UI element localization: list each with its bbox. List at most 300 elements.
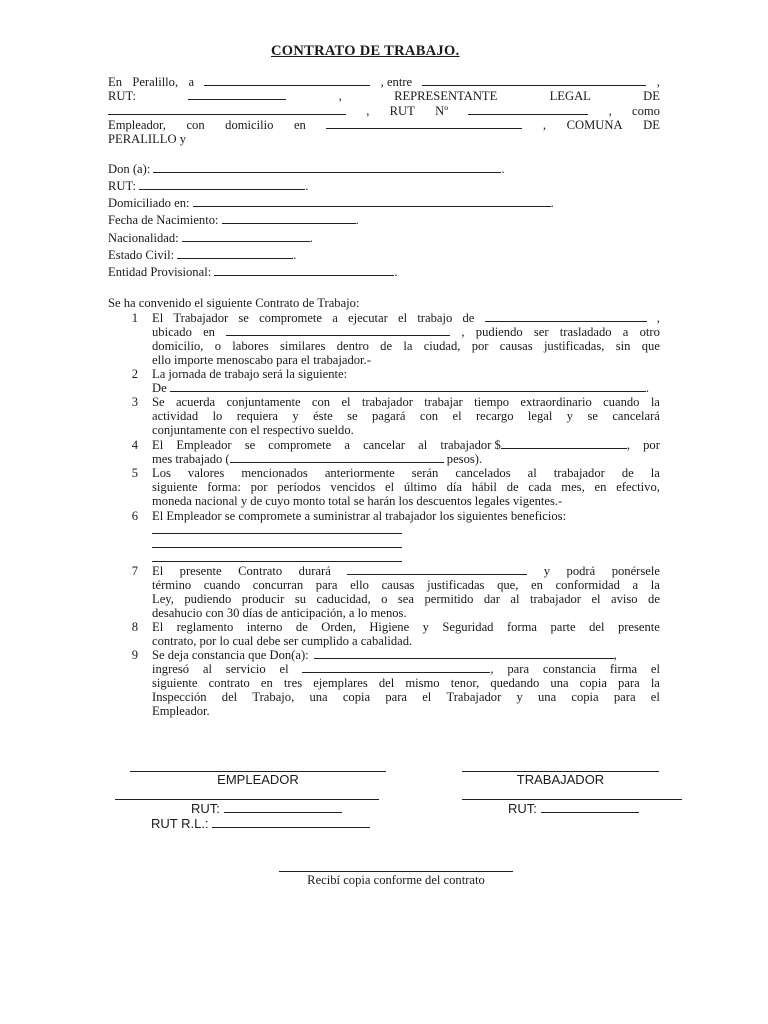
word: RUT: (108, 89, 137, 103)
nationality-blank[interactable] (182, 231, 310, 242)
worker-rut-sign-blank[interactable] (541, 802, 639, 813)
date-blank[interactable] (204, 75, 370, 86)
word: firma (609, 662, 638, 676)
clause-3-line-2 (152, 409, 660, 423)
word: RUT (389, 104, 415, 118)
clause-4-line-2 (152, 452, 482, 466)
word: Empleador, (108, 118, 166, 132)
word: Peralillo, (132, 75, 179, 89)
currency-symbol: $ (494, 438, 501, 452)
word: de (506, 480, 519, 494)
word: DE (643, 89, 660, 103)
word: mes trabajado ( (152, 452, 230, 466)
word: trabajador (361, 395, 413, 409)
word: lo (212, 409, 223, 423)
word: El (152, 620, 164, 634)
word: del (589, 620, 605, 634)
word: el (650, 690, 660, 704)
punct: . (394, 265, 398, 279)
word: ponérsele (611, 564, 660, 578)
word: el (384, 480, 395, 494)
word: requiera (236, 409, 278, 423)
word: Ley, (152, 592, 174, 606)
word: siguiente (152, 676, 198, 690)
word: para (315, 578, 338, 592)
clause-3-line-1 (152, 395, 660, 409)
clause-2-line-2 (152, 381, 649, 395)
clause-number: 4 (131, 438, 138, 452)
word: ingresó (152, 662, 190, 676)
clause-4-line-1 (152, 438, 660, 452)
clause-7-line-3 (152, 592, 660, 606)
employer-rut (191, 802, 342, 816)
word: acuerda (175, 395, 216, 409)
word: éste (313, 409, 333, 423)
word: a (188, 75, 195, 89)
field-rut (108, 179, 308, 193)
word: presente (617, 620, 660, 634)
word: causas (381, 578, 415, 592)
clause-9-line-4 (152, 690, 660, 704)
start-date-blank[interactable] (302, 662, 490, 673)
word: a (344, 438, 350, 452)
word: domicilio (225, 118, 274, 132)
word: servicio (225, 662, 266, 676)
word: por (643, 438, 660, 452)
word: actividad (152, 409, 199, 423)
word: justificadas (427, 578, 485, 592)
word: trabajo (417, 311, 453, 325)
word: cada (528, 480, 552, 494)
legal-rep-rut-blank[interactable] (468, 104, 588, 115)
field-label: Estado Civil: (108, 248, 175, 262)
word: a (332, 311, 338, 325)
field-label: RUT: (108, 179, 137, 193)
word: a (632, 578, 639, 592)
word: aviso (611, 592, 638, 606)
word: en (203, 325, 215, 339)
word: forma (506, 620, 538, 634)
word: y (543, 564, 551, 578)
word: El (152, 311, 164, 325)
word: el (650, 662, 660, 676)
clause-9-line-5: Empleador. (152, 704, 210, 718)
rut-label: RUT: (508, 801, 537, 816)
clause-5-line-1 (152, 466, 660, 480)
word: concurran (252, 578, 304, 592)
word: , (542, 118, 547, 132)
pension-entity-blank[interactable] (214, 265, 394, 276)
clause-9-line-2 (152, 662, 660, 676)
word: Trabajo, (252, 690, 295, 704)
word: parte (550, 620, 576, 634)
worker-name-line[interactable] (462, 799, 682, 800)
word: una (309, 690, 328, 704)
word: en (293, 118, 306, 132)
word: Se deja constancia que Don(a): (152, 648, 309, 662)
word: Orden, (321, 620, 356, 634)
word: en (594, 480, 607, 494)
word: y (422, 620, 429, 634)
clause-number: 1 (131, 311, 138, 325)
word: mencionados (241, 466, 308, 480)
clause-7-line-1 (152, 564, 660, 578)
word: ello (350, 578, 369, 592)
work-location-blank[interactable] (226, 325, 450, 336)
word: una (537, 690, 557, 704)
rut-rl-label: RUT R.L.: (151, 816, 209, 831)
word: serán (411, 466, 439, 480)
word: el (452, 409, 462, 423)
word: sea (397, 592, 414, 606)
clause-1-line-4: ello importe menoscabo para el trabajador.- (152, 353, 371, 367)
word: , (366, 104, 370, 118)
schedule-blank[interactable] (170, 381, 646, 392)
word: , (656, 311, 660, 325)
intro-line-1 (108, 75, 660, 89)
word: copia (571, 690, 599, 704)
word: el (398, 311, 408, 325)
word: similares (279, 339, 326, 353)
clause-5-line-3: moneda nacional y de cuyo monto total se harán los descuentos legales vigentes.- (152, 494, 563, 508)
punct: , (626, 438, 630, 452)
word: Trabajador (173, 311, 229, 325)
word: cuando (603, 395, 640, 409)
field-label: Domiciliado en: (108, 196, 190, 210)
word: contrato (208, 676, 250, 690)
clause-9-line-1 (152, 648, 660, 662)
word: al (418, 438, 428, 452)
clause-3-line-3: conjuntamente con el respectivo sueldo. (152, 423, 354, 437)
word: siguiente (152, 480, 198, 494)
word: copia (342, 690, 371, 704)
clause-number: 9 (131, 648, 138, 662)
word: el (279, 662, 289, 676)
word: trasladado (559, 325, 612, 339)
salary-amount-blank[interactable] (501, 438, 627, 449)
word: para (385, 690, 407, 704)
word: el (422, 690, 432, 704)
clause-1-line-3 (152, 339, 660, 353)
word: que, (497, 578, 519, 592)
word: COMUNA (566, 118, 623, 132)
word: Nº (435, 104, 449, 118)
word: por (471, 339, 489, 353)
word: El (152, 438, 164, 452)
word: En (108, 75, 122, 89)
word: la (650, 466, 660, 480)
word: por (250, 480, 268, 494)
word: labores (232, 339, 269, 353)
word: Higiene (369, 620, 410, 634)
word: de (648, 592, 660, 606)
field-label: Entidad Provisional: (108, 265, 212, 279)
word: sin (615, 339, 631, 353)
field-domicilio (108, 196, 554, 210)
word: conjuntamente (226, 395, 301, 409)
clause-7-line-2 (152, 578, 660, 592)
field-fecha-nacimiento (108, 213, 359, 227)
employer-label: EMPLEADOR (217, 772, 299, 787)
word: en (531, 578, 543, 592)
word: períodos (277, 480, 321, 494)
employer-rut-blank[interactable] (188, 89, 286, 100)
word: compromete (259, 311, 323, 325)
word: quedando (490, 676, 540, 690)
word: cancelados (455, 466, 511, 480)
punct: , (613, 648, 617, 662)
field-estado-civil (108, 248, 296, 262)
worker-label: TRABAJADOR (516, 772, 605, 787)
word: efectivo, (616, 480, 660, 494)
word: día (446, 480, 462, 494)
punct: . (501, 162, 505, 176)
word: ejecutar (347, 311, 388, 325)
worker-rut (508, 802, 639, 816)
word: Se (152, 395, 165, 409)
word: se (347, 409, 358, 423)
word: el (341, 395, 351, 409)
word: reglamento (176, 620, 234, 634)
word: para (507, 662, 530, 676)
intro-line-5: PERALILLO y (108, 132, 187, 146)
clause-8-line-1 (152, 620, 660, 634)
word: , (608, 104, 612, 118)
job-title-blank[interactable] (485, 311, 647, 322)
benefit-blank-3[interactable] (152, 561, 402, 562)
word: El (152, 564, 164, 578)
word: justificadas, (543, 339, 605, 353)
clause-7-line-4: desahucio con 30 días de anticipación, a lo menos. (152, 606, 407, 620)
word: conformidad (555, 578, 620, 592)
legal-rep-blank[interactable] (108, 104, 346, 115)
legal-rep-rut (151, 817, 370, 831)
punct: . (355, 213, 359, 227)
word: Contrato (238, 564, 283, 578)
benefit-blank-1[interactable] (152, 533, 402, 534)
word: cancelar (363, 438, 406, 452)
word: dar (483, 592, 500, 606)
employer-name-blank[interactable] (422, 75, 646, 86)
word: durará (298, 564, 331, 578)
word: tenor, (450, 676, 480, 690)
clause-number: 6 (131, 509, 138, 523)
word: que (641, 339, 660, 353)
field-nacionalidad (108, 231, 313, 245)
employer-name-line[interactable] (115, 799, 379, 800)
word: con (419, 409, 439, 423)
word: , (338, 89, 342, 103)
punct: . (550, 196, 554, 210)
word: se (238, 311, 249, 325)
word: trabajador (440, 438, 492, 452)
word: legal (527, 409, 553, 423)
word: trabajador (553, 466, 605, 480)
word: LEGAL (549, 89, 591, 103)
word: de (462, 311, 475, 325)
clause-number: 3 (131, 395, 138, 409)
field-entidad-provisional (108, 265, 398, 279)
word: otro (639, 325, 660, 339)
intro-line-2 (108, 89, 660, 103)
word: permitido (424, 592, 474, 606)
word: causas (499, 339, 533, 353)
worker-name-blank[interactable] (314, 648, 614, 659)
word: y (516, 690, 523, 704)
word: del (221, 690, 238, 704)
birthdate-blank[interactable] (222, 213, 356, 224)
word: último (403, 480, 437, 494)
receipt-signature-line[interactable] (279, 871, 513, 872)
field-don (108, 162, 505, 176)
word: se (244, 438, 256, 452)
word: Trabajador (446, 690, 502, 704)
word: vencidos (330, 480, 376, 494)
word: pagará (371, 409, 406, 423)
employer-address-blank[interactable] (326, 118, 522, 129)
agreement-intro: Se ha convenido el siguiente Contrato de Trabajo: (108, 296, 360, 310)
word: con (186, 118, 205, 132)
clause-9-line-3 (152, 676, 660, 690)
word: REPRESENTANTE (394, 89, 498, 103)
clause-5-line-2 (152, 480, 660, 494)
word: dentro (336, 339, 369, 353)
word: mismo (405, 676, 440, 690)
word: se (587, 409, 598, 423)
word: en (260, 676, 273, 690)
word: ciudad, (423, 339, 461, 353)
word: recargo (475, 409, 514, 423)
word: pudiendo (184, 592, 232, 606)
clause-8-line-2: contrato, por lo cual debe ser cumplido a cabalidad. (152, 634, 413, 648)
punct: . (293, 248, 297, 262)
legal-rep-rut-sign-blank[interactable] (212, 817, 370, 828)
word: Inspección (152, 690, 207, 704)
word: caducidad, (316, 592, 371, 606)
word: , entre (380, 75, 413, 89)
intro-line-3 (108, 104, 660, 118)
duration-blank[interactable] (347, 564, 527, 575)
word: podrá (566, 564, 596, 578)
clause-number: 7 (131, 564, 138, 578)
word: término (152, 578, 192, 592)
word: hábil (471, 480, 497, 494)
clause-6-line-1: El Empleador se compromete a suministrar al trabajador los siguientes beneficios: (152, 509, 567, 523)
word: tiempo (474, 395, 510, 409)
worker-rut-blank[interactable] (139, 179, 305, 190)
word: constancia (542, 662, 596, 676)
word: al (510, 592, 520, 606)
clause-2-line-1: La jornada de trabajo será la siguiente: (152, 367, 348, 381)
benefit-blank-2[interactable] (152, 547, 402, 548)
rut-label: RUT: (191, 801, 220, 816)
punct: . (305, 179, 309, 193)
field-label: Fecha de Nacimiento: (108, 213, 219, 227)
word: cancelará (612, 409, 660, 423)
word: anteriormente (324, 466, 395, 480)
word: , (656, 75, 660, 89)
word: De (152, 381, 167, 395)
field-label: Don (a): (108, 162, 151, 176)
word: como (632, 104, 660, 118)
word: su (294, 592, 307, 606)
word: Empleador (176, 438, 232, 452)
word: Los (152, 466, 171, 480)
word: extraordinario (520, 395, 592, 409)
word: compromete (268, 438, 332, 452)
punct: , (490, 662, 494, 676)
employer-rut-sign-blank[interactable] (224, 802, 342, 813)
word: mes, (561, 480, 585, 494)
word: cuando (203, 578, 241, 592)
word: interno (246, 620, 283, 634)
word: o (381, 592, 388, 606)
word: de (621, 466, 634, 480)
word: del (378, 676, 395, 690)
document-title: CONTRATO DE TRABAJO. (271, 43, 460, 59)
word: pesos). (446, 452, 483, 466)
word: pudiendo (475, 325, 523, 339)
word: domicilio, (152, 339, 204, 353)
word: DE (643, 118, 660, 132)
clause-1-line-2 (152, 325, 660, 339)
word: de (295, 620, 308, 634)
word: tres (283, 676, 303, 690)
worker-address-blank[interactable] (193, 196, 551, 207)
intro-line-4 (108, 118, 660, 132)
word: ejemplares (313, 676, 368, 690)
clause-number: 5 (131, 466, 138, 480)
word: Seguridad (442, 620, 494, 634)
field-label: Nacionalidad: (108, 231, 179, 245)
civil-status-blank[interactable] (177, 248, 293, 259)
don-blank[interactable] (153, 162, 501, 173)
word: presente (179, 564, 222, 578)
receipt-label: Recibí copia conforme del contrato (307, 873, 485, 887)
punct: . (309, 231, 313, 245)
word: con (311, 395, 331, 409)
word: para (613, 690, 636, 704)
word: la (650, 578, 660, 592)
word: valores (187, 466, 225, 480)
word: o (214, 339, 221, 353)
word: la (403, 339, 413, 353)
word: de (380, 339, 393, 353)
word: al (202, 662, 212, 676)
punct: . (645, 381, 649, 395)
word: la (650, 676, 660, 690)
clause-number: 2 (131, 367, 138, 381)
word: la (650, 395, 660, 409)
clause-1-line-1 (152, 311, 660, 325)
word: trabajador (529, 592, 581, 606)
clause-number: 8 (131, 620, 138, 634)
word: el (591, 592, 601, 606)
word: al (527, 466, 537, 480)
word: trabajar (424, 395, 463, 409)
word: para (618, 676, 640, 690)
word: ser (533, 325, 549, 339)
word: y (566, 409, 574, 423)
word: y (292, 409, 299, 423)
word: producir (241, 592, 285, 606)
word: copia (579, 676, 607, 690)
word: una (550, 676, 569, 690)
word: ubicado (152, 325, 192, 339)
word: , (461, 325, 465, 339)
salary-words-blank[interactable] (230, 452, 444, 463)
word: forma: (207, 480, 241, 494)
